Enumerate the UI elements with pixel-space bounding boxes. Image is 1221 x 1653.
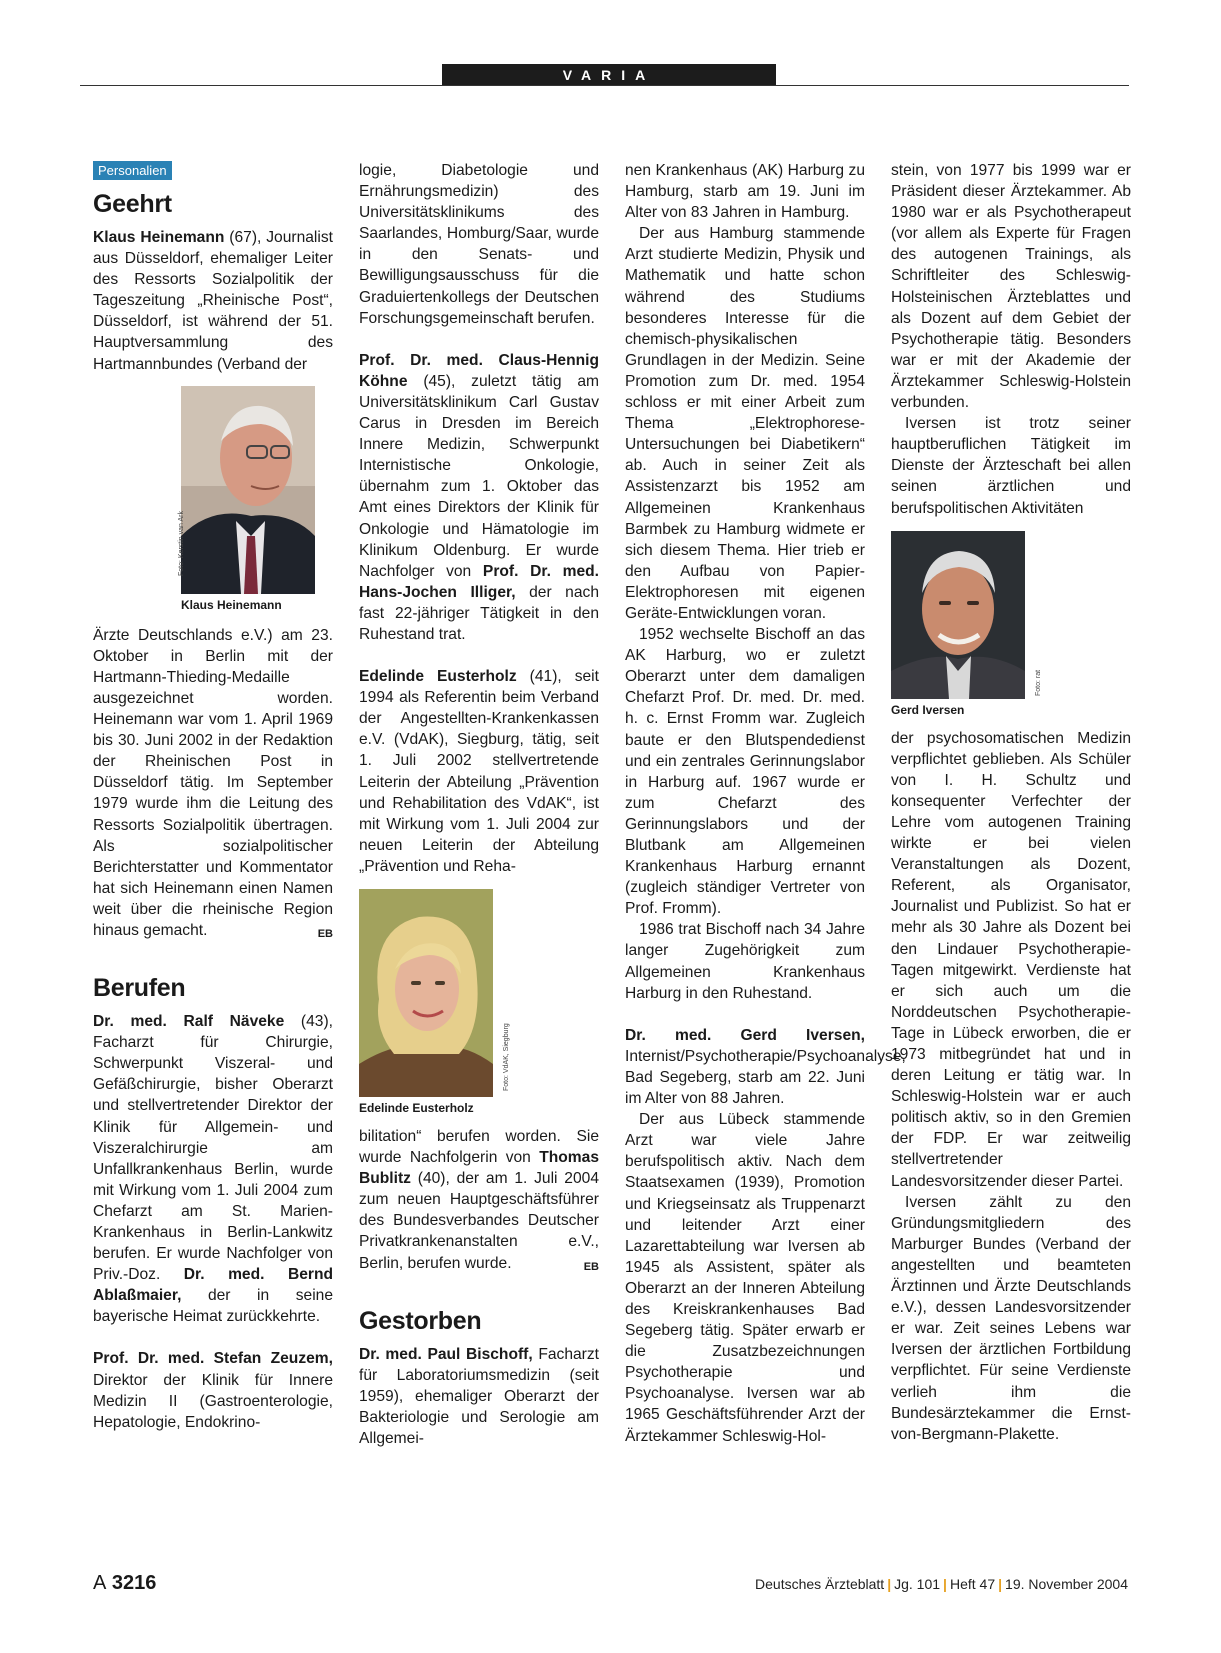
separator: | — [998, 1576, 1003, 1592]
photo-credit: Foto: VdAK, Siegburg — [503, 1023, 510, 1091]
article-text: der in seine bayerische Heimat zurückkehrte. — [93, 1287, 333, 1326]
article-zeuzem-cont: logie, Diabetologie und Ernährungsmedizin) des Universitätsklinikums des Saarlandes, Homburg/Saar, wurde in den Senats- und Bewilligungsausschuss für die Graduiertenkollegs der Deutschen Forschungsgemeinschaft berufen. — [359, 162, 599, 327]
article-zeuzem — [93, 1348, 333, 1432]
article-bischoff-p3: 1952 wechselte Bischoff an das AK Harburg, wo er zuletzt Oberarzt unter dem damaligen Chefarzt Prof. Dr. med. Dr. med. h. c. Ernst Fromm war. Zugleich baute er den Blutspendedienst und ein zentrales Gerinnungslabor in Harburg auf. 1967 wurde er zum Chefarzt des Gerinnungslabors und der Blutbank am Allgemeinen Krankenhaus Harburg ernannt (zugleich ständiger Vertreter von Prof. Fromm). — [625, 626, 865, 918]
photo-heinemann-block — [178, 386, 315, 613]
article-text: bilitation“ berufen worden. Sie wurde Nachfolgerin von — [359, 1128, 599, 1167]
article-text: Facharzt für Laboratoriumsmedizin (seit 1959), ehemaliger Oberarzt der Bakteriologie und Serologie am Allgemei- — [359, 1345, 599, 1448]
photo-caption: Edelinde Eusterholz — [359, 1101, 474, 1115]
article-eusterholz — [359, 666, 599, 877]
photo-caption: Klaus Heinemann — [181, 597, 282, 612]
article-naeveke — [93, 1011, 333, 1327]
photo-eusterholz-block — [359, 889, 510, 1116]
article-iversen — [625, 1025, 906, 1109]
article-heinemann — [93, 227, 333, 375]
person-name: Prof. Dr. med. Claus-Hennig Köhne — [359, 351, 599, 390]
article-text: Internist/Psychotherapie/Psychoanalyse, Bad Segeberg, starb am 22. Juni im Alter von 88 Jahren. — [625, 1047, 906, 1108]
article-text: Direktor der Klinik für Innere Medizin II (Gastroenterologie, Hepatologie, Endokrino- — [93, 1371, 333, 1431]
heading-berufen: Berufen — [93, 974, 186, 1003]
article-iversen-cont: stein, von 1977 bis 1999 war er Präsident dieser Ärztekammer. Ab 1980 war er als Psychotherapeut (vor allem als Experte für Fragen des autogenen Trainings, als Schriftleiter des Schleswig-Holsteinischen Ärzteblattes und als Dozent auf dem Gebiet der Psychotherapie tätig. Besonders war er mit der Akademie der Ärztekammer Schleswig-Holstein verbunden. — [891, 162, 1131, 412]
date: 19. November 2004 — [1005, 1576, 1128, 1592]
separator: | — [887, 1576, 892, 1592]
header-rule — [80, 85, 1129, 86]
page-prefix: A — [93, 1572, 107, 1594]
author-sig: EB — [583, 1260, 599, 1273]
person-name: Prof. Dr. med. Hans-Jochen Illiger, — [359, 562, 599, 601]
heading-geehrt: Geehrt — [93, 190, 172, 218]
column-3 — [625, 160, 906, 1447]
article-text: (41), seit 1994 als Referentin beim Verband der Angestellten-Krankenkassen e.V. (VdAK), Siegburg, tätig, seit 1. Juli 2002 stellvertretende Leiterin der Abteilung „Prävention und Rehabilitation des VdAK“, ist mit Wirkung vom 1. Juli 2004 zur neuen Leiterin der Abteilung „Prävention und Reha- — [359, 668, 599, 875]
article-iversen-cont2: der psychosomatischen Medizin verpflichtet geblieben. Als Schüler von I. H. Schultz und konsequenter Verfechter der Lehre vom autogenen Training wirkte er bei vielen Veranstaltungen als Dozent, Referent, als Organisator, Journalist und Publizist. So hat er mehr als 30 Jahre als Dozent bei den Lindauer Psychotherapie-Tagen mitgewirkt. Verdienste hat er sich auch um die Norddeutschen Psychotherapie-Tage in Lübeck erworben, die er 1973 mitbegründet hat und in deren Leitung er tätig war. In Schleswig-Holstein war er auch politisch aktiv, so in den Gremien der FDP. Er war zeitweilig stellvertretender Landesvorsitzender dieser Partei. — [891, 729, 1131, 1190]
volume: Jg. 101 — [894, 1576, 941, 1592]
article-heinemann-cont — [93, 625, 333, 941]
article-iversen-p3: Iversen ist trotz seiner hauptberuflichen Tätigkeit im Dienste der Ärzteschaft bei allen seinen ärztlichen und berufspolitischen Aktivitäten — [891, 415, 1131, 517]
article-text: Ärzte Deutschlands e.V.) am 23. Oktober in Berlin mit der Hartmann-Thieding-Medaille ausgezeichnet worden. Heinemann war vom 1. April 1969 bis 30. Juni 2002 in der Redaktion der Rheinischen Post in Düsseldorf tätig. Im September 1979 wurde ihm die Leitung des Ressorts Sozialpolitik übertragen. Als sozialpolitischer Berichterstatter und Kommentator hat sich Heinemann einen Namen weit über die rheinische Region hinaus gemacht. — [93, 626, 333, 939]
page-number — [93, 1572, 156, 1595]
journal-name: Deutsches Ärzteblatt — [755, 1576, 885, 1592]
photo-credit: Foto: Kerstin van Ark — [178, 510, 185, 576]
article-koehne — [359, 350, 599, 645]
article-eusterholz-cont — [359, 1126, 599, 1274]
person-name: Dr. med. Gerd Iversen, — [625, 1026, 865, 1044]
column-4 — [891, 160, 1131, 1445]
photo-credit: Foto: rat — [1035, 669, 1042, 696]
portrait-heinemann — [181, 386, 315, 594]
section-bar — [442, 64, 776, 86]
section-label: VARIA — [562, 67, 656, 83]
photo-caption: Gerd Iversen — [891, 702, 965, 717]
person-name: Thomas Bublitz — [359, 1149, 599, 1188]
heading-gestorben: Gestorben — [359, 1306, 482, 1335]
kicker-label: Personalien — [93, 161, 172, 180]
page-number-value: 3216 — [111, 1572, 157, 1594]
article-text: der nach fast 22-jähriger Tätigkeit in den Ruhestand trat. — [359, 583, 599, 643]
article-text: (43), Facharzt für Chirurgie, Schwerpunkt Viszeral- und Gefäßchirurgie, bisher Oberarzt und stellvertretender Direktor der Klinik für Allgemein- und Viszeralchirurgie am Unfallkrankenhaus Berlin, wurde mit Wirkung vom 1. Juli 2004 zum Chefarzt am St. Marien-Krankenhaus in Berlin-Lankwitz berufen. Er wurde Nachfolger von Priv.-Doz. — [93, 1013, 333, 1284]
journal-info — [755, 1576, 1128, 1592]
article-bischoff-cont: nen Krankenhaus (AK) Harburg zu Hamburg, starb am 19. Juni im Alter von 83 Jahren in Hamburg. — [625, 162, 865, 222]
article-iversen-p4: Iversen zählt zu den Gründungsmitgliedern des Marburger Bundes (Verband der angestellten und beamteten Ärztinnen und Ärzte Deutschlands e.V.), dessen Landesvorsitzender er war. Zeit seines Lebens war Iversen der ärztlichen Fortbildung verpflichtet. Für seine Verdienste verlieh ihm die Bundesärztekammer die Ernst-von-Bergmann-Plakette. — [891, 1193, 1131, 1443]
person-name: Edelinde Eusterholz — [359, 668, 517, 686]
photo-iversen-block — [891, 531, 1042, 718]
article-text: (45), zuletzt tätig am Universitätsklinikum Carl Gustav Carus in Dresden im Bereich Innere Medizin, Schwerpunkt Internistische Onkologie, übernahm zum 1. Oktober das Amt eines Direktors der Klinik für Onkologie und Hämatologie im Klinikum Oldenburg. Er wurde Nachfolger von — [359, 372, 599, 580]
portrait-eusterholz — [359, 889, 493, 1097]
article-iversen-p2: Der aus Lübeck stammende Arzt war viele Jahre berufspolitisch aktiv. Nach dem Staatsexamen (1939), Promotion und Kriegseinsatz als Truppenarzt und leitender Arzt einer Lazarettabteilung war Iversen ab 1945 als Assistent, später als Oberarzt an der Inneren Abteilung des Kreiskrankenhauses Bad Segeberg tätig. Später erwarb er die Zusatzbezeichnungen Psychotherapie und Psychoanalyse. Iversen war ab 1965 Geschäftsführender Arzt der Ärztekammer Schleswig-Hol- — [625, 1111, 865, 1445]
person-name: Klaus Heinemann — [93, 229, 225, 246]
article-bischoff-p4: 1986 trat Bischoff nach 34 Jahre langer Zugehörigkeit zum Allgemeinen Krankenhaus Harburg in den Ruhestand. — [625, 921, 865, 1002]
article-bischoff — [359, 1344, 599, 1449]
author-sig: EB — [317, 927, 333, 940]
portrait-iversen — [891, 531, 1025, 699]
article-bischoff-p2: Der aus Hamburg stammende Arzt studierte Medizin, Physik und Mathematik und hatte schon während des Studiums besonderes Interesse für die chemisch-physikalischen Grundlagen in der Medizin. Seine Promotion zum Dr. med. 1954 schloss er mit einer Arbeit zum Thema „Elektrophorese-Untersuchungen bei Diabetikern“ ab. Auch in seiner Zeit als Assistenzarzt bis 1952 am Allgemeinen Krankenhaus Barmbek zu Hamburg widmete er sich diesem Thema. Hier trieb er den Aufbau von Papier-Elektrophoresen mit eigenen Geräte-Entwicklungen voran. — [625, 225, 865, 622]
issue: Heft 47 — [949, 1576, 996, 1592]
person-name: Prof. Dr. med. Stefan Zeuzem, — [93, 1350, 333, 1368]
column-1 — [93, 160, 333, 1433]
article-text: (67), Journalist aus Düsseldorf, ehemaliger Leiter des Ressorts Sozialpolitik der Tageszeitung „Rheinische Post“, Düsseldorf, ist während der 51. Hauptversammlung des Hartmannbundes (Verband der — [93, 229, 333, 373]
person-name: Dr. med. Bernd Ablaßmaier, — [93, 1266, 333, 1305]
person-name: Dr. med. Paul Bischoff, — [359, 1345, 533, 1363]
separator: | — [943, 1576, 947, 1592]
article-text: (40), der am 1. Juli 2004 zum neuen Hauptgeschäftsführer des Bundesverbandes Deutscher Privatkrankenanstalten e.V., Berlin, berufen wurde. — [359, 1170, 599, 1272]
column-2 — [359, 160, 599, 1449]
person-name: Dr. med. Ralf Näveke — [93, 1013, 285, 1031]
